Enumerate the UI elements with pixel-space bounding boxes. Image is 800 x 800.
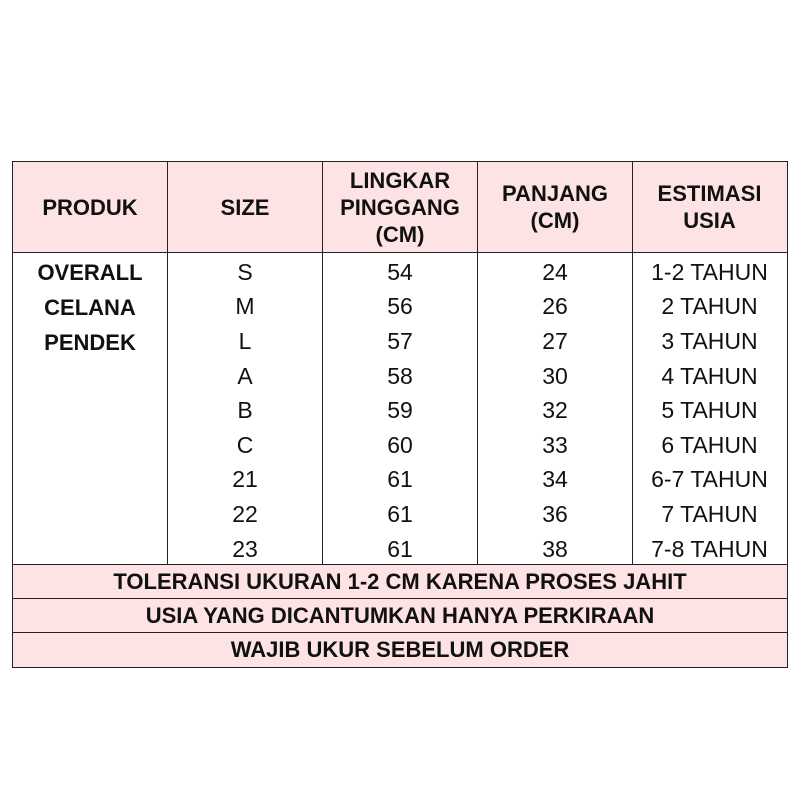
lingkar-pinggang-cell: 60	[387, 431, 413, 458]
header-produk: PRODUK	[13, 162, 168, 252]
panjang-cell: 33	[542, 431, 568, 458]
estimasi-usia-cell: 6-7 TAHUN	[651, 466, 768, 493]
note-usia-perkiraan: USIA YANG DICANTUMKAN HANYA PERKIRAAN	[13, 599, 787, 633]
lingkar-pinggang-cell: 61	[387, 500, 413, 527]
lingkar-pinggang-cell: 58	[387, 362, 413, 389]
panjang-cell: 24	[542, 258, 568, 285]
header-estimasi-usia: ESTIMASI USIA	[657, 181, 762, 233]
estimasi-usia-cell: 6 TAHUN	[661, 431, 758, 458]
estimasi-usia-column	[633, 253, 786, 564]
size-cell: M	[235, 293, 255, 320]
panjang-cell: 30	[542, 362, 568, 389]
lingkar-pinggang-cell: 54	[387, 258, 413, 285]
estimasi-usia-cell: 3 TAHUN	[661, 327, 758, 354]
size-chart-table	[12, 161, 788, 668]
panjang-cell: 36	[542, 500, 568, 527]
lingkar-pinggang-cell: 61	[387, 535, 413, 562]
lingkar-pinggang-cell: 56	[387, 293, 413, 320]
size-cell: 22	[232, 500, 258, 527]
size-cell: B	[237, 397, 253, 424]
product-name: OVERALL CELANA PENDEK	[37, 260, 143, 355]
header-size: SIZE	[168, 162, 323, 252]
note-wajib-ukur: WAJIB UKUR SEBELUM ORDER	[13, 633, 787, 667]
size-cell: A	[237, 362, 253, 389]
panjang-cell: 34	[542, 466, 568, 493]
estimasi-usia-cell: 5 TAHUN	[661, 397, 758, 424]
note-toleransi: TOLERANSI UKURAN 1-2 CM KARENA PROSES JAHIT	[13, 565, 787, 599]
panjang-cell: 38	[542, 535, 568, 562]
estimasi-usia-cell: 2 TAHUN	[661, 293, 758, 320]
lingkar-pinggang-column	[323, 253, 478, 564]
estimasi-usia-cell: 7 TAHUN	[661, 500, 758, 527]
estimasi-usia-cell: 7-8 TAHUN	[651, 535, 768, 562]
lingkar-pinggang-cell: 59	[387, 397, 413, 424]
panjang-cell: 32	[542, 397, 568, 424]
panjang-column	[478, 253, 633, 564]
size-cell: 23	[232, 535, 258, 562]
header-lingkar-pinggang: LINGKAR PINGGANG (CM)	[323, 162, 478, 252]
size-cell: S	[237, 258, 253, 285]
panjang-cell: 26	[542, 293, 568, 320]
lingkar-pinggang-cell: 61	[387, 466, 413, 493]
size-column	[168, 253, 323, 564]
size-cell: 21	[232, 466, 258, 493]
size-cell: C	[236, 431, 254, 458]
lingkar-pinggang-cell: 57	[387, 327, 413, 354]
table-header-row	[13, 162, 787, 253]
panjang-cell: 27	[542, 327, 568, 354]
estimasi-usia-cell: 1-2 TAHUN	[651, 258, 768, 285]
estimasi-usia-cell: 4 TAHUN	[661, 362, 758, 389]
header-panjang: PANJANG (CM)	[478, 162, 633, 252]
produk-column	[13, 253, 168, 564]
size-cell: L	[238, 327, 252, 354]
table-body	[13, 253, 787, 565]
